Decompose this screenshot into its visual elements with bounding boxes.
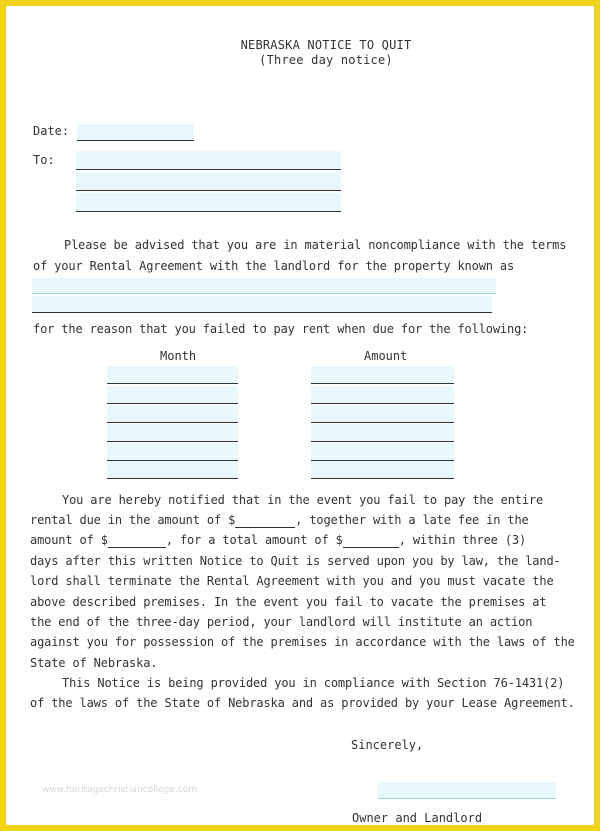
amount-field-4[interactable] (311, 424, 454, 442)
month-field-1[interactable] (107, 366, 238, 384)
amount-field-2[interactable] (311, 386, 454, 404)
to-field-line-1[interactable] (76, 151, 341, 170)
paragraph-2-line-6: above described premises. In the event you fail to vacate the premises at (30, 595, 547, 609)
paragraph-3-line-2: of the laws of the State of Nebraska and as provided by your Lease Agreement. (30, 696, 575, 710)
sincerely-text: Sincerely, (351, 738, 424, 752)
paragraph-2-line-3 (30, 533, 526, 548)
late-fee-amount-text: amount of $ (30, 533, 108, 547)
within-three-text: , within three (3) (398, 533, 527, 547)
month-field-6[interactable] (107, 461, 238, 479)
total-amount-blank[interactable] (343, 533, 399, 548)
month-field-2[interactable] (107, 386, 238, 404)
total-amount-text: , for a total amount of $ (165, 533, 343, 547)
paragraph-1-line-2: of your Rental Agreement with the landlord for the property known as (33, 259, 515, 273)
property-field-line-1[interactable] (32, 278, 496, 294)
late-fee-text: , together with a late fee in the (295, 513, 529, 527)
month-field-4[interactable] (107, 424, 238, 442)
document-subtitle: (Three day notice) (259, 53, 393, 67)
late-fee-amount-blank[interactable] (108, 533, 166, 548)
document-title: NEBRASKA NOTICE TO QUIT (240, 38, 412, 52)
paragraph-2-line-1: You are hereby notified that in the event you fail to pay the entire (62, 493, 544, 507)
amount-column-header: Amount (364, 349, 408, 363)
date-field[interactable] (77, 124, 194, 141)
month-field-5[interactable] (107, 443, 238, 461)
paragraph-2-line-5: lord shall terminate the Rental Agreement with you and you must vacate the (30, 574, 554, 588)
paragraph-2-line-2 (30, 513, 529, 528)
paragraph-3-line-1: This Notice is being provided you in compliance with Section 76-1431(2) (62, 676, 565, 690)
to-field-line-3[interactable] (76, 193, 341, 212)
date-label: Date: (33, 124, 70, 138)
rental-due-amount-blank[interactable] (235, 513, 295, 528)
rental-due-text: rental due in the amount of $ (30, 513, 236, 527)
amount-field-1[interactable] (311, 366, 454, 384)
owner-landlord-label: Owner and Landlord (352, 811, 483, 825)
to-label: To: (33, 153, 55, 167)
amount-field-6[interactable] (311, 461, 454, 479)
paragraph-2-line-9: State of Nebraska. (30, 656, 158, 670)
property-field-line-2[interactable] (32, 296, 492, 313)
month-field-3[interactable] (107, 405, 238, 423)
paragraph-1-line-1: Please be advised that you are in material noncompliance with the terms (64, 238, 567, 252)
reason-line: for the reason that you failed to pay rent when due for the following: (33, 322, 529, 336)
month-column-header: Month (160, 349, 197, 363)
paragraph-2-line-8: against you for possession of the premises in accordance with the laws of the (30, 635, 575, 649)
paragraph-2-line-7: the end of the three-day period, your landlord will institute an action (30, 615, 533, 629)
watermark: www.heritagechristiancollege.com (42, 785, 197, 795)
paragraph-2-line-4: days after this written Notice to Quit is served upon you by law, the land- (30, 554, 561, 568)
amount-field-3[interactable] (311, 405, 454, 423)
to-field-line-2[interactable] (76, 172, 341, 191)
amount-field-5[interactable] (311, 443, 454, 461)
document-page (6, 6, 594, 825)
signature-field[interactable] (378, 782, 556, 799)
